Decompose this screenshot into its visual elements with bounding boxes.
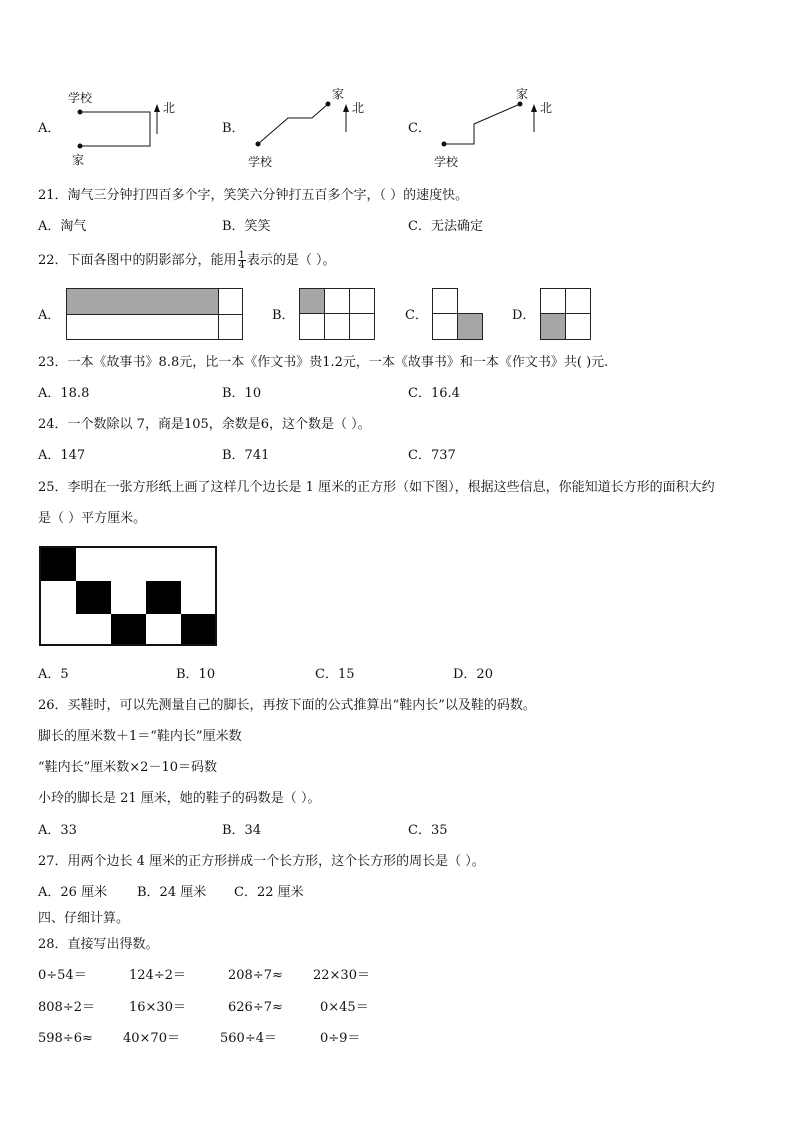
q27-option-b[interactable]: B．24 厘米	[137, 885, 207, 900]
q20-b-north-label: 北	[352, 101, 365, 115]
q28-stem: 28．直接写出得数。	[38, 937, 159, 952]
q26-stem: 26．买鞋时，可以先测量自己的脚长，再按下面的公式推算出“鞋内长”以及鞋的码数。	[38, 698, 536, 713]
q25-option-c[interactable]: C．15	[315, 667, 355, 682]
q28-item: 0÷9＝	[320, 1031, 361, 1046]
q21-option-b[interactable]: B．笑笑	[222, 219, 271, 234]
q20-a-north-label: 北	[163, 101, 176, 115]
q22-frac-den: 4	[238, 260, 245, 271]
q22-d-cell	[565, 288, 591, 314]
q20-a-end-label: 家	[72, 153, 85, 167]
q22-d-cell-shaded	[540, 313, 566, 340]
q22-b-cell-shaded	[299, 288, 325, 314]
q22-fraction	[238, 251, 246, 270]
q21-stem: 21．淘气三分钟打四百多个字，笑笑六分钟打五百多个字，（ ）的速度快。	[38, 188, 469, 203]
q28-item: 626÷7≈	[228, 1000, 283, 1015]
q20-b-end-label: 家	[332, 87, 345, 101]
q26-option-a[interactable]: A．33	[38, 823, 77, 838]
q22-frac-num: 1	[238, 250, 245, 261]
q28-item: 0×45＝	[320, 1000, 369, 1015]
q20-c-end-label: 家	[516, 87, 529, 101]
q28-item: 560÷4＝	[220, 1031, 277, 1046]
q28-item: 22×30＝	[313, 968, 370, 983]
q22-option-b-letter[interactable]: B．	[272, 308, 295, 323]
q28-item: 16×30＝	[129, 1000, 186, 1015]
q21-option-a[interactable]: A．淘气	[38, 219, 87, 234]
q27-option-a[interactable]: A．26 厘米	[38, 885, 108, 900]
q23-option-c[interactable]: C．16.4	[408, 386, 460, 401]
q24-option-b[interactable]: B．741	[222, 448, 270, 463]
q23-stem: 23．一本《故事书》8.8元，比一本《作文书》贵1.2元，一本《故事书》和一本《作文书》共( )元.	[38, 355, 609, 370]
q27-option-c[interactable]: C．22 厘米	[234, 885, 304, 900]
q25-option-a[interactable]: A．5	[38, 667, 69, 682]
q22-option-d-letter[interactable]: D．	[512, 308, 536, 323]
q20-a-start-label: 学校	[68, 91, 93, 105]
q22-stem-after: 表示的是（ ）。	[246, 253, 336, 268]
q23-option-a[interactable]: A．18.8	[38, 386, 90, 401]
q22-stem-before: 22．下面各图中的阴影部分，能用	[38, 253, 237, 268]
q20-option-a-diagram	[62, 84, 192, 170]
q28-item: 40×70＝	[123, 1031, 180, 1046]
q20-option-c-diagram	[426, 82, 566, 172]
q20-option-b-diagram	[240, 82, 380, 172]
q25-square	[76, 581, 111, 614]
q22-a-cell	[66, 314, 219, 340]
q25-stem-line1: 25．李明在一张方形纸上画了这样几个边长是 1 厘米的正方形（如下图），根据这些信息，你能知道长方形的面积大约	[38, 480, 715, 495]
q22-b-cell	[324, 288, 350, 314]
q24-stem: 24．一个数除以 7，商是105，余数是6，这个数是（ ）。	[38, 417, 371, 432]
q25-square	[181, 614, 215, 644]
q25-square	[111, 614, 146, 644]
q26-formula-2: “鞋内长”厘米数×2－10＝码数	[38, 760, 217, 775]
q22-option-c-letter[interactable]: C．	[405, 308, 428, 323]
q28-item: 124÷2＝	[129, 968, 186, 983]
q22-c-cell-shaded	[457, 313, 483, 340]
q22-a-shaded-strip	[66, 288, 219, 315]
q20-option-a-letter: A．	[38, 121, 61, 136]
q22-d-cell	[540, 288, 566, 314]
q25-option-d[interactable]: D．20	[453, 667, 493, 682]
q20-c-north-label: 北	[540, 101, 553, 115]
q28-item: 0÷54＝	[38, 968, 87, 983]
q22-b-cell	[349, 313, 375, 340]
q25-stem-line2: 是（ ）平方厘米。	[38, 511, 147, 526]
q28-item: 208÷7≈	[228, 968, 283, 983]
q22-b-cell	[299, 313, 325, 340]
q20-option-b-letter: B．	[222, 121, 245, 136]
q20-option-c-letter: C．	[408, 121, 431, 136]
q25-rectangle-figure	[39, 546, 217, 646]
section-4-title: 四、仔细计算。	[38, 911, 130, 926]
q27-stem: 27．用两个边长 4 厘米的正方形拼成一个长方形，这个长方形的周长是（ ）。	[38, 854, 485, 869]
q20-b-start-label: 学校	[248, 155, 273, 169]
q22-d-cell	[565, 313, 591, 340]
q26-option-b[interactable]: B．34	[222, 823, 262, 838]
q22-c-cell	[432, 288, 458, 314]
q23-option-b[interactable]: B．10	[222, 386, 262, 401]
q22-option-a-letter[interactable]: A．	[38, 308, 61, 323]
q22-b-cell	[324, 313, 350, 340]
q22-stem	[38, 250, 336, 272]
q25-square	[146, 581, 181, 614]
q28-item: 598÷6≈	[38, 1031, 93, 1046]
q22-a-cell	[218, 314, 243, 340]
q26-question: 小玲的脚长是 21 厘米，她的鞋子的码数是（ ）。	[38, 791, 321, 806]
q22-c-cell	[432, 313, 458, 340]
q20-c-start-label: 学校	[434, 155, 459, 169]
q25-square	[41, 548, 76, 581]
q25-option-b[interactable]: B．10	[176, 667, 216, 682]
q28-item: 808÷2＝	[38, 1000, 95, 1015]
q26-formula-1: 脚长的厘米数＋1＝“鞋内长”厘米数	[38, 729, 242, 744]
q26-option-c[interactable]: C．35	[408, 823, 448, 838]
q22-b-cell	[349, 288, 375, 314]
q22-a-cell	[218, 288, 243, 315]
q24-option-a[interactable]: A．147	[38, 448, 86, 463]
q21-option-c[interactable]: C．无法确定	[408, 219, 483, 234]
q24-option-c[interactable]: C．737	[408, 448, 456, 463]
